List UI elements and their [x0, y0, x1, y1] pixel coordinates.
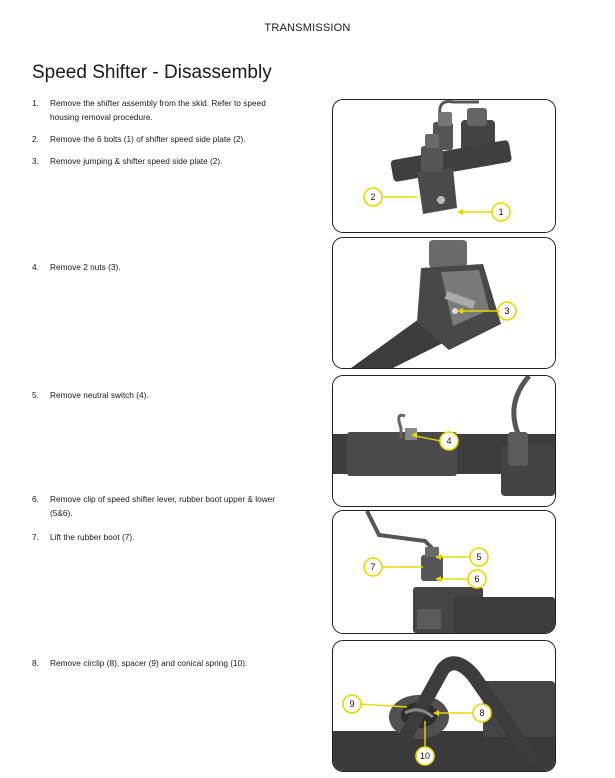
page-title: Speed Shifter - Disassembly: [32, 62, 272, 83]
step-number: 4.: [32, 262, 39, 272]
figure-4-drawing: [333, 511, 555, 633]
callout-label: 9: [349, 699, 355, 709]
step-7: [32, 530, 292, 544]
step-1: [32, 96, 292, 124]
step-number: 3.: [32, 156, 39, 166]
callout-1: [492, 203, 510, 221]
callout-7: [364, 558, 382, 576]
step-text: Remove circlip (8), spacer (9) and conical spring (10).: [50, 658, 248, 668]
step-5: [32, 388, 292, 402]
step-text: Remove the 6 bolts (1) of shifter speed side plate (2).: [50, 134, 246, 144]
callout-10: [416, 747, 434, 765]
step-3: [32, 154, 292, 168]
callout-label: 3: [504, 306, 510, 316]
figure-2-drawing: [333, 238, 555, 368]
callout-label: 5: [476, 552, 482, 562]
step-4: [32, 260, 292, 274]
page-header: TRANSMISSION: [264, 22, 351, 34]
callout-8: [473, 704, 491, 722]
callout-3: [498, 302, 516, 320]
step-number: 7.: [32, 532, 39, 542]
figure-4: [332, 510, 556, 634]
step-number: 2.: [32, 134, 39, 144]
figure-1: [332, 99, 556, 233]
step-text: Remove clip of speed shifter lever, rubber boot upper & lower (5&6).: [50, 494, 276, 518]
figure-3: [332, 375, 556, 507]
step-number: 6.: [32, 494, 39, 504]
step-text: Remove the shifter assembly from the skid. Refer to speed housing removal procedure.: [50, 98, 266, 122]
figure-5: [332, 640, 556, 772]
callout-label: 1: [498, 207, 504, 217]
step-6: [32, 492, 292, 520]
callout-6: [468, 570, 486, 588]
step-8: [32, 656, 292, 670]
step-number: 5.: [32, 390, 39, 400]
callout-2: [364, 188, 382, 206]
callout-4: [440, 432, 458, 450]
callout-label: 7: [370, 562, 376, 572]
callout-5: [470, 548, 488, 566]
figure-5-drawing: [333, 641, 555, 771]
step-number: 1.: [32, 98, 39, 108]
step-text: Remove jumping & shifter speed side plate (2).: [50, 156, 223, 166]
callout-label: 4: [446, 436, 452, 446]
step-text: Lift the rubber boot (7).: [50, 532, 135, 542]
figure-1-drawing: [333, 100, 555, 232]
figure-3-drawing: [333, 376, 555, 506]
callout-label: 2: [370, 192, 376, 202]
step-text: Remove 2 nuts (3).: [50, 262, 121, 272]
callout-9: [343, 695, 361, 713]
callout-label: 8: [479, 708, 485, 718]
step-2: [32, 132, 292, 146]
step-number: 8.: [32, 658, 39, 668]
step-text: Remove neutral switch (4).: [50, 390, 149, 400]
callout-label: 6: [474, 574, 480, 584]
callout-label: 10: [419, 751, 431, 761]
figure-2: [332, 237, 556, 369]
